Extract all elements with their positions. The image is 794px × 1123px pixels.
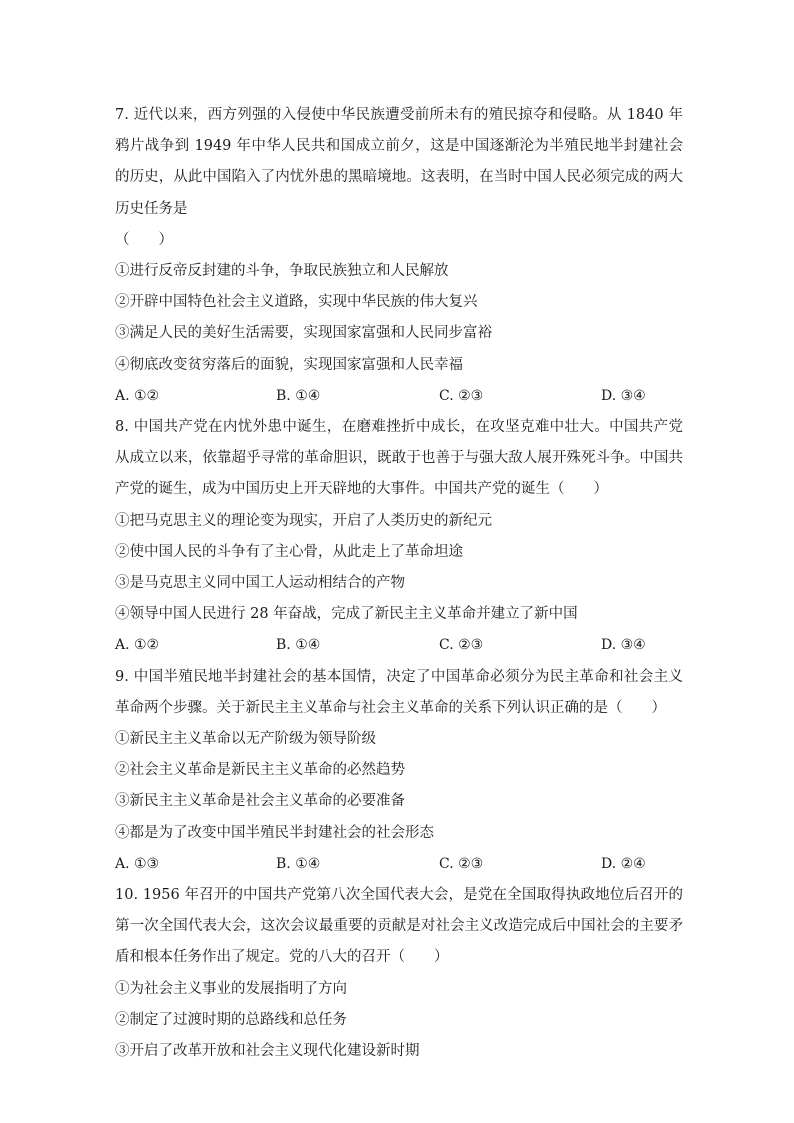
choice-d: D. ②④ <box>601 855 646 872</box>
question-7 <box>115 100 683 412</box>
choice-b: B. ①④ <box>276 855 321 872</box>
question-9 <box>115 662 683 880</box>
statement-1: ①为社会主义事业的发展指明了方向 <box>115 980 347 997</box>
choice-a: A. ①② <box>115 387 160 404</box>
choice-a: A. ①② <box>115 637 160 654</box>
exam-page <box>115 100 683 1067</box>
statement-4: ④彻底改变贫穷落后的面貌，实现国家富强和人民幸福 <box>115 356 463 373</box>
choice-b: B. ①④ <box>276 387 321 404</box>
statement-3: ③新民主主义革命是社会主义革命的必要准备 <box>115 793 405 810</box>
question-8 <box>115 412 683 662</box>
choice-d: D. ③④ <box>601 637 646 654</box>
question-10 <box>115 880 683 1067</box>
statement-4: ④领导中国人民进行 28 年奋战，完成了新民主主义革命并建立了新中国 <box>115 606 578 623</box>
question-stem <box>115 100 683 256</box>
statement-4: ④都是为了改变中国半殖民半封建社会的社会形态 <box>115 824 434 841</box>
choice-d: D. ③④ <box>601 387 646 404</box>
question-stem: 9. 中国半殖民地半封建社会的基本国情，决定了中国革命必须分为民主革命和社会主义革命两个步骤。关于新民主主义革命与社会主义革命的关系下列认识正确的是（ ） <box>115 668 683 716</box>
choice-b: B. ①④ <box>276 637 321 654</box>
question-stem-text: 7. 近代以来，西方列强的入侵使中华民族遭受前所未有的殖民掠夺和侵略。从 1840 年鸦片战争到 1949 年中华人民共和国成立前夕，这是中国逐渐沦为半殖民地半封建社会的历史，从此中国陷入了内忧外患的黑暗境地。这表明，在当时中国人民必须完成的两大历史任务是 <box>115 107 683 217</box>
statement-3: ③满足人民的美好生活需要，实现国家富强和人民同步富裕 <box>115 325 492 342</box>
statement-1: ①把马克思主义的理论变为现实，开启了人类历史的新纪元 <box>115 512 492 529</box>
statement-2: ②使中国人民的斗争有了主心骨，从此走上了革命坦途 <box>115 543 463 560</box>
statement-3: ③开启了改革开放和社会主义现代化建设新时期 <box>115 1043 420 1060</box>
answer-choices <box>115 849 683 880</box>
answer-choices <box>115 630 683 661</box>
choice-c: C. ②③ <box>439 855 484 872</box>
statement-3: ③是马克思主义同中国工人运动相结合的产物 <box>115 575 405 592</box>
choice-c: C. ②③ <box>439 637 484 654</box>
choice-a: A. ①③ <box>115 855 160 872</box>
statement-2: ②制定了过渡时期的总路线和总任务 <box>115 1011 347 1028</box>
answer-choices <box>115 381 683 412</box>
statement-2: ②社会主义革命是新民主主义革命的必然趋势 <box>115 762 405 779</box>
choice-c: C. ②③ <box>439 387 484 404</box>
statement-2: ②开辟中国特色社会主义道路，实现中华民族的伟大复兴 <box>115 294 478 311</box>
statement-1: ①新民主主义革命以无产阶级为领导阶级 <box>115 731 376 748</box>
question-stem: 10. 1956 年召开的中国共产党第八次全国代表大会，是党在全国取得执政地位后召开的第一次全国代表大会，这次会议最重要的贡献是对社会主义改造完成后中国社会的主要矛盾和根本任务作出了规定。党的八大的召开（ ） <box>115 887 683 966</box>
statement-1: ①进行反帝反封建的斗争，争取民族独立和人民解放 <box>115 263 449 280</box>
question-stem: 8. 中国共产党在内忧外患中诞生，在磨难挫折中成长，在攻坚克难中壮大。中国共产党从成立以来，依靠超乎寻常的革命胆识，既敢于也善于与强大敌人展开殊死斗争。中国共产党的诞生，成为中国历史上开天辟地的大事件。中国共产党的诞生（ ） <box>115 419 683 498</box>
answer-parenthesis: （ ） <box>115 231 173 248</box>
